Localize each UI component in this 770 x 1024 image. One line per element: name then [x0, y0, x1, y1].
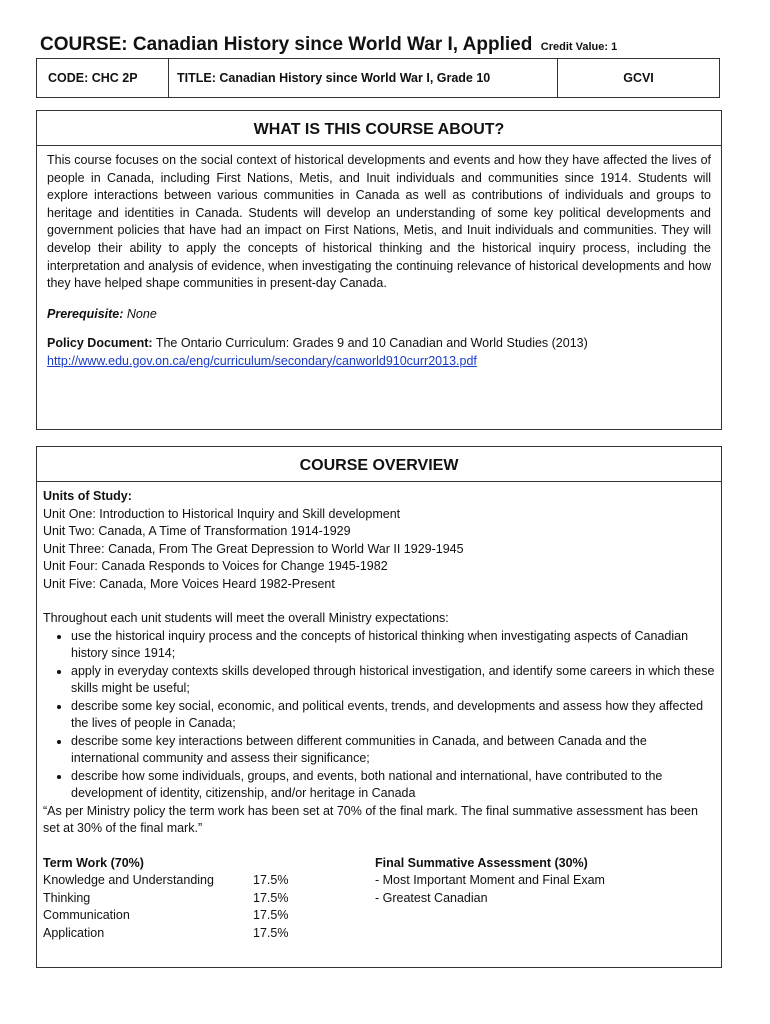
term-work-row — [43, 872, 375, 890]
credit-value: Credit Value: 1 — [540, 41, 618, 53]
term-work-category: Thinking — [43, 890, 91, 905]
unit-item: Unit Four: Canada Responds to Voices for Change 1945-1982 — [43, 559, 388, 573]
policy-label: Policy Document: — [47, 336, 153, 351]
expectation-item: • use the historical inquiry process and the concepts of historical thinking when investigating aspects of Canadian history since 1914; — [71, 628, 715, 663]
term-work-category: Knowledge and Understanding — [43, 873, 214, 887]
term-work-percent: 17.5% — [253, 925, 289, 940]
unit-item: Unit One: Introduction to Historical Inquiry and Skill development — [43, 506, 401, 521]
expectation-item: • apply in everyday contexts skills developed through historical investigation, and identify some careers in which these skills might be useful; — [71, 663, 715, 698]
term-work-label: Term Work (70%) — [43, 855, 144, 870]
term-work-row — [43, 925, 375, 943]
overview-heading: COURSE OVERVIEW — [37, 447, 721, 482]
overview-section — [36, 446, 722, 968]
expectation-item: • describe some key interactions between different communities in Canada, and between Canada and the international community and assess their significance; — [71, 733, 715, 768]
term-work-percent: 17.5% — [253, 873, 289, 887]
expectation-item: • describe how some individuals, groups, and events, both national and international, have contributed to the development of identity, citizenship, and/or heritage in Canada — [71, 768, 715, 803]
school-name: GCVI — [623, 71, 654, 85]
policy-quote: “As per Ministry policy the term work has been set at 70% of the final mark. The final summative assessment has been set at 30% of the final mark.” — [43, 803, 698, 835]
policy-link[interactable]: http://www.edu.gov.on.ca/eng/curriculum/secondary/canworld910curr2013.pdf — [47, 353, 477, 368]
about-section — [36, 110, 722, 430]
course-title-cell: TITLE: Canadian History since World War I, Grade 10 — [169, 59, 558, 97]
units-label: Units of Study: — [43, 489, 132, 503]
final-summative-label: Final Summative Assessment (30%) — [375, 855, 588, 870]
assessment-breakdown — [43, 855, 715, 943]
unit-item: Unit Two: Canada, A Time of Transformation 1914-1929 — [43, 524, 351, 538]
term-work-percent: 17.5% — [253, 908, 289, 922]
course-code-table — [36, 58, 720, 98]
term-work-row — [43, 890, 375, 908]
course-code: CODE: CHC 2P — [37, 59, 169, 97]
expectations-list — [43, 628, 715, 803]
expectation-item: • describe some key social, economic, and political events, trends, and developments and assess how they affected the lives of people in Canada; — [71, 698, 715, 733]
about-heading: WHAT IS THIS COURSE ABOUT? — [37, 111, 721, 146]
prerequisite-value: None — [126, 306, 157, 321]
unit-item: Unit Three: Canada, From The Great Depression to World War II 1929-1945 — [43, 541, 464, 556]
policy-document — [47, 335, 711, 370]
final-summative-item: - Most Important Moment and Final Exam — [375, 873, 605, 887]
term-work-row — [43, 907, 375, 925]
term-work-category: Communication — [43, 908, 130, 922]
prerequisite-label: Prerequisite: — [47, 306, 124, 321]
term-work-category: Application — [43, 925, 105, 940]
term-work — [43, 855, 375, 943]
prerequisite — [47, 306, 711, 324]
course-description: This course focuses on the social context of historical developments and events and how they have affected the lives of people in Canada, including First Nations, Metis, and Inuit individuals and communities since 1914. Students will explore interactions between various communities in Canada as well as contributions of individuals and groups to heritage and identities in Canada. Students will develop an understanding of some key political developments and government policies that have had an impact on First Nations, Metis, and Inuit individuals and communities. They will develop their ability to apply the concepts of historical thinking and the historical inquiry process, including the interpretation and analysis of evidence, when investigating the continuing relevance of historical developments and how they have helped shape communities in present-day Canada. — [47, 153, 711, 291]
final-summative — [375, 855, 715, 943]
expectations-intro: Throughout each unit students will meet the overall Ministry expectations: — [43, 611, 449, 625]
policy-value: The Ontario Curriculum: Grades 9 and 10 Canadian and World Studies (2013) — [155, 336, 588, 351]
final-summative-item: - Greatest Canadian — [375, 890, 488, 905]
term-work-percent: 17.5% — [253, 890, 289, 905]
course-header — [40, 34, 617, 56]
course-title: COURSE: Canadian History since World War I, Applied — [40, 34, 533, 55]
unit-item: Unit Five: Canada, More Voices Heard 1982-Present — [43, 576, 335, 591]
